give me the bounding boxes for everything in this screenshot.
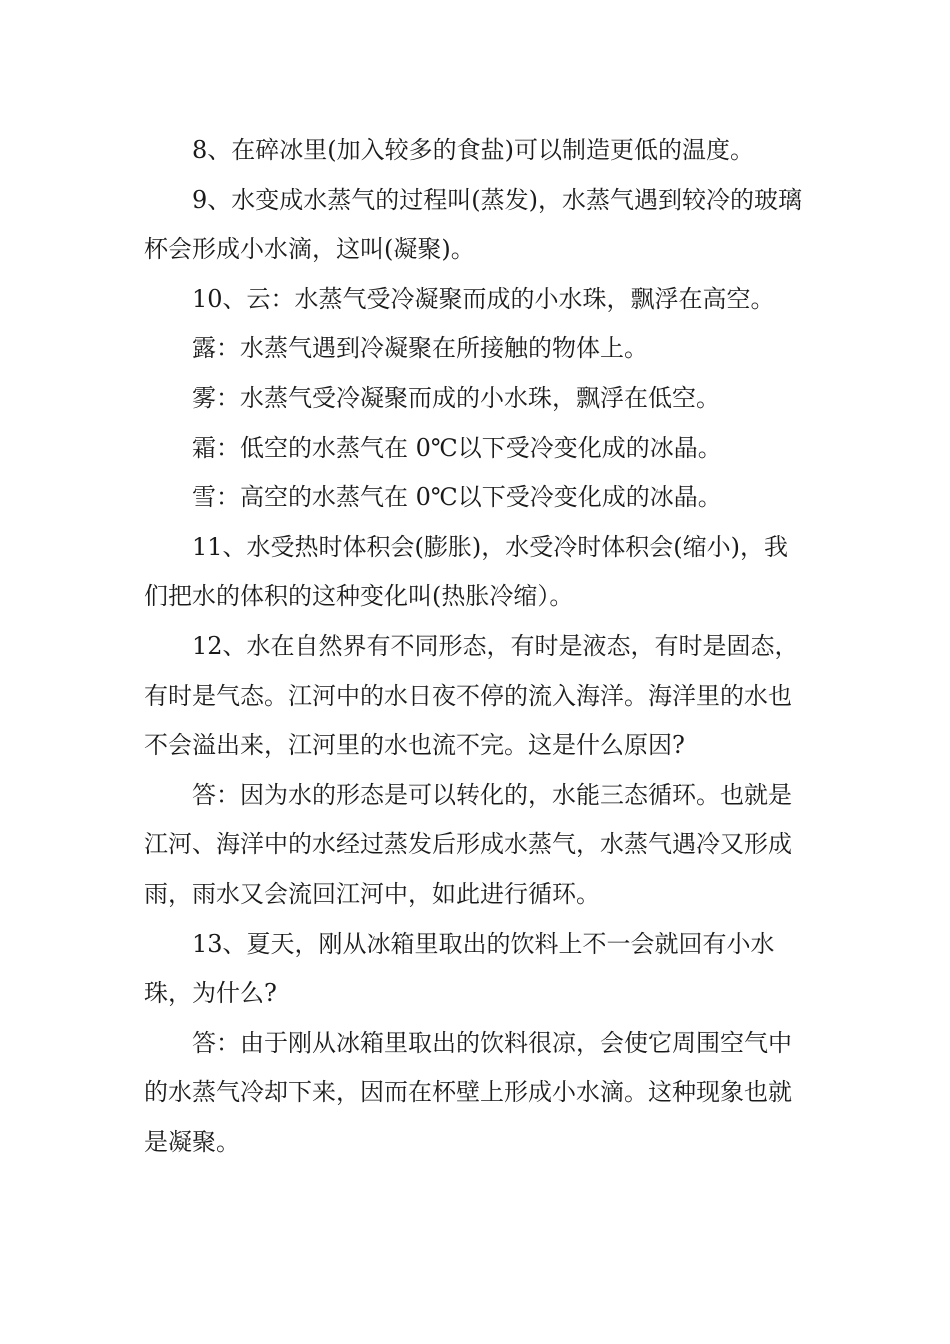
paragraph-item-13-question: 13、夏天，刚从冰箱里取出的饮料上不一会就回有小水珠，为什么? [144, 929, 775, 1008]
paragraph-item-12-question: 12、水在自然界有不同形态，有时是液态，有时是固态，有时是气态。江河中的水日夜不停的流入海洋。海洋里的水也不会溢出来，江河里的水也流不完。这是什么原因? [144, 631, 799, 760]
paragraph-fog: 雾：水蒸气受冷凝聚而成的小水珠，飘浮在低空。 [192, 383, 720, 412]
document-body [144, 126, 808, 1167]
paragraph-item-9: 9、水变成水蒸气的过程叫(蒸发)，水蒸气遇到较冷的玻璃杯会形成小水滴，这叫(凝聚)。 [144, 185, 802, 264]
paragraph-item-12-answer: 答：因为水的形态是可以转化的，水能三态循环。也就是江河、海洋中的水经过蒸发后形成水蒸气，水蒸气遇冷又形成雨，雨水又会流回江河中，如此进行循环。 [144, 780, 792, 908]
paragraph-item-10-cloud: 10、云：水蒸气受冷凝聚而成的小水珠，飘浮在高空。 [192, 284, 775, 313]
paragraph-frost: 霜：低空的水蒸气在 0℃以下受冷变化成的冰晶。 [192, 433, 722, 462]
paragraph-dew: 露：水蒸气遇到冷凝聚在所接触的物体上。 [192, 334, 648, 363]
paragraph-item-13-answer: 答：由于刚从冰箱里取出的饮料很凉，会使它周围空气中的水蒸气冷却下来，因而在杯壁上形成小水滴。这种现象也就是凝聚。 [144, 1028, 792, 1156]
paragraph-snow: 雪：高空的水蒸气在 0℃以下受冷变化成的冰晶。 [192, 483, 722, 512]
paragraph-item-8: 8、在碎冰里(加入较多的食盐)可以制造更低的温度。 [192, 136, 754, 164]
paragraph-item-11: 11、水受热时体积会(膨胀)，水受冷时体积会(缩小)，我们把水的体积的这种变化叫(热胀冷缩）。 [144, 532, 788, 611]
